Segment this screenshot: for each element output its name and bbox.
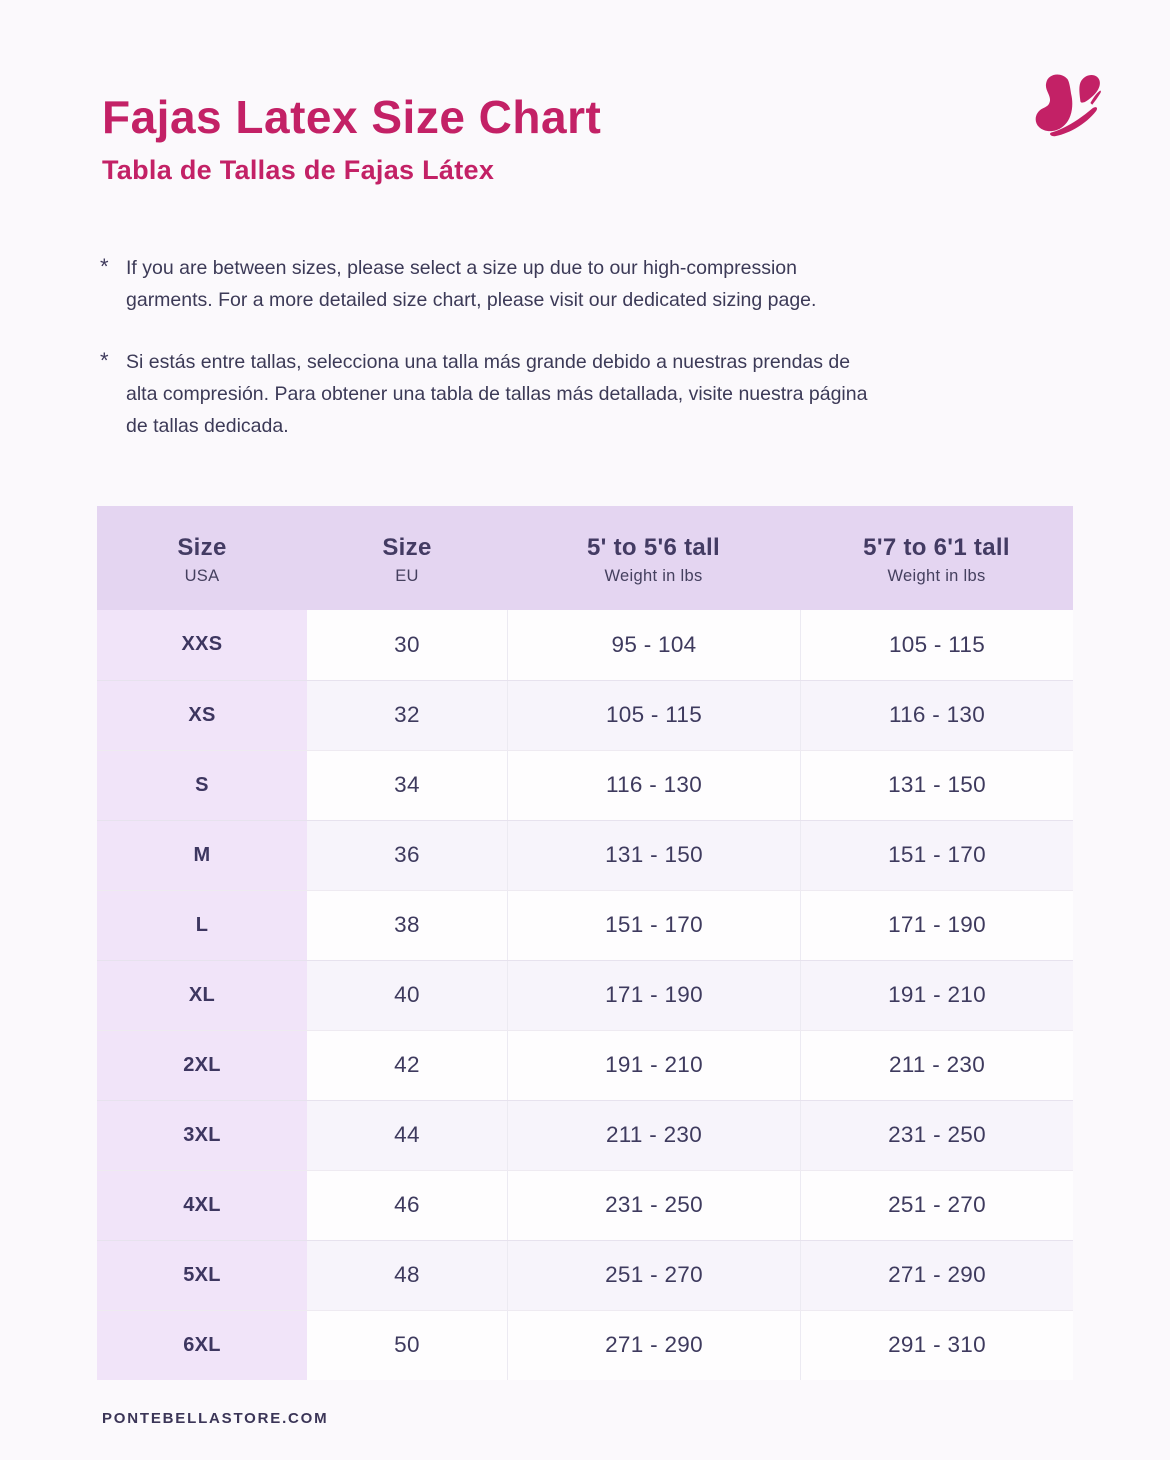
weight-short-cell: 271 - 290 xyxy=(507,1311,800,1380)
header-weight-short xyxy=(507,506,800,610)
column-sublabel: USA xyxy=(184,566,220,585)
size-eu-cell: 44 xyxy=(394,1122,420,1148)
table-row xyxy=(97,890,1073,960)
weight-short-cell: 231 - 250 xyxy=(507,1171,800,1240)
size-eu-cell: 48 xyxy=(394,1262,420,1288)
note-line: If you are between sizes, please select a size up due to our high-compression xyxy=(126,256,797,279)
size-table-body xyxy=(97,610,1073,1380)
footer-url: PONTEBELLASTORE.COM xyxy=(102,1409,329,1427)
size-usa-cell: 4XL xyxy=(97,1171,307,1240)
page-title: Fajas Latex Size Chart xyxy=(102,91,602,143)
weight-short-cell: 151 - 170 xyxy=(507,891,800,960)
size-usa-cell: XS xyxy=(97,681,307,750)
table-row xyxy=(97,1100,1073,1170)
weight-tall-cell: 171 - 190 xyxy=(800,891,1073,960)
weight-short-cell: 116 - 130 xyxy=(507,751,800,820)
weight-tall-cell: 116 - 130 xyxy=(800,681,1073,750)
weight-tall-cell: 211 - 230 xyxy=(800,1031,1073,1100)
header-size-usa xyxy=(97,506,307,610)
size-usa-cell: 6XL xyxy=(97,1311,307,1380)
size-usa-cell: XL xyxy=(97,961,307,1030)
column-sublabel: EU xyxy=(395,566,419,585)
table-row xyxy=(97,1030,1073,1100)
table-row xyxy=(97,820,1073,890)
note-text xyxy=(126,252,816,316)
size-eu-cell: 46 xyxy=(394,1192,420,1218)
size-eu-cell: 32 xyxy=(394,702,420,728)
size-eu-cell: 38 xyxy=(394,912,420,938)
note-line: de tallas dedicada. xyxy=(126,414,289,437)
weight-short-cell: 211 - 230 xyxy=(507,1101,800,1170)
weight-tall-cell: 151 - 170 xyxy=(800,821,1073,890)
weight-short-cell: 171 - 190 xyxy=(507,961,800,1030)
weight-short-cell: 95 - 104 xyxy=(507,610,800,680)
table-row xyxy=(97,610,1073,680)
column-label: 5' to 5'6 tall xyxy=(587,533,720,561)
table-row xyxy=(97,1170,1073,1240)
page-subtitle: Tabla de Tallas de Fajas Látex xyxy=(102,154,495,185)
weight-tall-cell: 291 - 310 xyxy=(800,1311,1073,1380)
note-line: alta compresión. Para obtener una tabla de tallas más detallada, visite nuestra página xyxy=(126,382,868,405)
note xyxy=(100,346,1073,442)
note xyxy=(100,252,1073,316)
table-row xyxy=(97,1240,1073,1310)
table-row xyxy=(97,680,1073,750)
butterfly-logo-icon xyxy=(1026,68,1118,160)
notes-section xyxy=(100,252,1073,442)
weight-tall-cell: 191 - 210 xyxy=(800,961,1073,1030)
size-eu-cell: 34 xyxy=(394,772,420,798)
size-usa-cell: 2XL xyxy=(97,1031,307,1100)
weight-short-cell: 131 - 150 xyxy=(507,821,800,890)
table-row xyxy=(97,750,1073,820)
header xyxy=(97,0,1073,186)
weight-tall-cell: 231 - 250 xyxy=(800,1101,1073,1170)
column-label: 5'7 to 6'1 tall xyxy=(863,533,1010,561)
size-usa-cell: L xyxy=(97,891,307,960)
column-label: Size xyxy=(382,533,432,561)
size-usa-cell: S xyxy=(97,751,307,820)
size-eu-cell: 42 xyxy=(394,1052,420,1078)
table-row xyxy=(97,960,1073,1030)
size-eu-cell: 36 xyxy=(394,842,420,868)
note-line: Si estás entre tallas, selecciona una talla más grande debido a nuestras prendas de xyxy=(126,350,851,373)
column-sublabel: Weight in lbs xyxy=(887,566,986,585)
size-chart-table xyxy=(97,506,1073,1380)
column-sublabel: Weight in lbs xyxy=(604,566,703,585)
asterisk-marker: * xyxy=(100,253,109,279)
header-size-eu xyxy=(307,506,507,610)
size-usa-cell: 3XL xyxy=(97,1101,307,1170)
column-label: Size xyxy=(177,533,227,561)
weight-tall-cell: 131 - 150 xyxy=(800,751,1073,820)
weight-short-cell: 191 - 210 xyxy=(507,1031,800,1100)
weight-short-cell: 105 - 115 xyxy=(507,681,800,750)
weight-tall-cell: 105 - 115 xyxy=(800,610,1073,680)
note-text xyxy=(126,346,867,442)
size-usa-cell: XXS xyxy=(97,610,307,680)
note-line: garments. For a more detailed size chart, please visit our dedicated sizing page. xyxy=(126,288,817,311)
size-usa-cell: 5XL xyxy=(97,1241,307,1310)
size-eu-cell: 50 xyxy=(394,1332,420,1358)
asterisk-marker: * xyxy=(100,347,109,373)
table-header-row xyxy=(97,506,1073,610)
table-row xyxy=(97,1310,1073,1380)
weight-short-cell: 251 - 270 xyxy=(507,1241,800,1310)
header-weight-tall xyxy=(800,506,1073,610)
size-eu-cell: 40 xyxy=(394,982,420,1008)
weight-tall-cell: 271 - 290 xyxy=(800,1241,1073,1310)
size-usa-cell: M xyxy=(97,821,307,890)
size-eu-cell: 30 xyxy=(394,631,420,657)
weight-tall-cell: 251 - 270 xyxy=(800,1171,1073,1240)
